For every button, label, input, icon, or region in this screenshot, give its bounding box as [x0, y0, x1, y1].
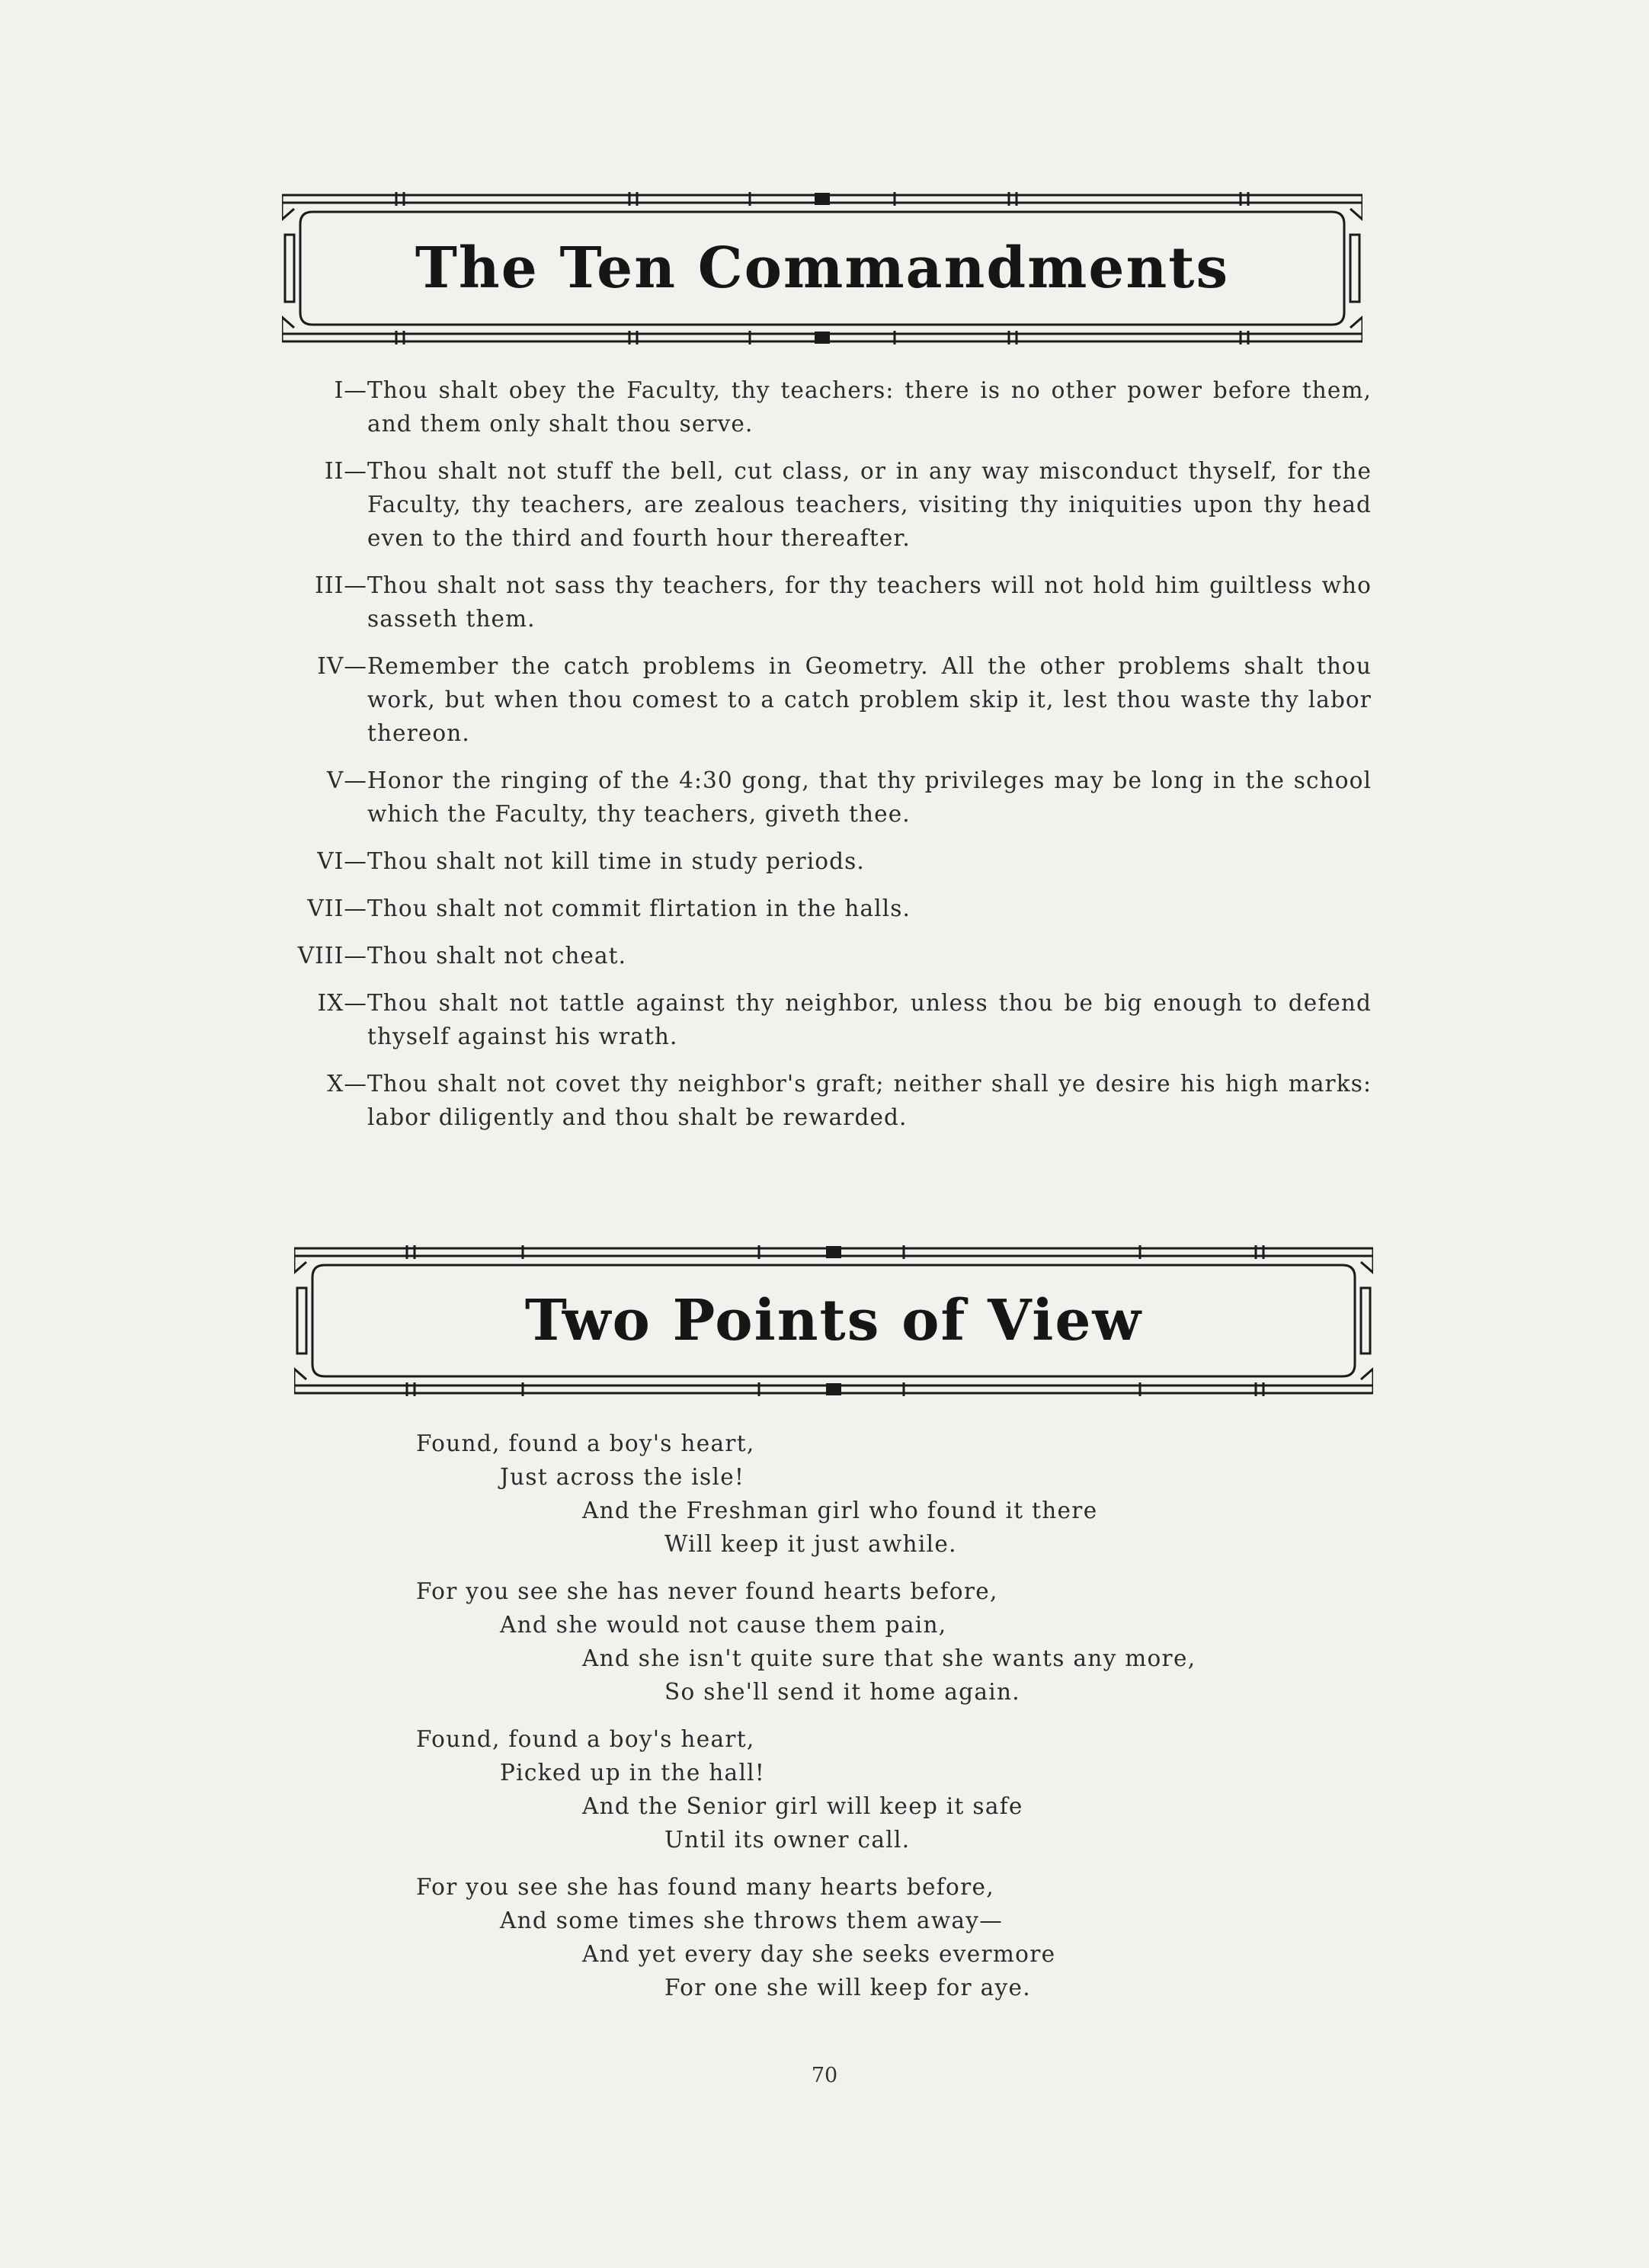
- commandment-item: [282, 454, 1372, 555]
- poem-line: For you see she has never found hearts before,: [416, 1578, 998, 1604]
- poem-line: For one she will keep for aye.: [664, 1975, 1031, 2001]
- commandment-item: [282, 892, 1372, 925]
- commandment-item: [282, 844, 1372, 878]
- poem-line: And yet every day she seeks evermore: [582, 1941, 1056, 1967]
- poem-line: Found, found a boy's heart,: [416, 1430, 755, 1456]
- poem-line: Until its owner call.: [664, 1827, 911, 1853]
- commandment-text: Remember the catch problems in Geometry. All the other problems shalt thou work, but when thou comest to a catch problem skip it, lest thou waste thy labor thereon.: [367, 653, 1372, 746]
- commandment-text: Thou shalt not kill time in study periods.: [367, 848, 865, 874]
- commandment-numeral: III—: [315, 572, 367, 598]
- poem-line: And she would not cause them pain,: [500, 1612, 947, 1638]
- section-title: Two Points of View: [524, 1288, 1143, 1353]
- poem-stanza: [416, 1427, 1330, 1561]
- commandment-numeral: VI—: [317, 848, 367, 874]
- commandment-numeral: II—: [324, 458, 367, 484]
- poem-stanza: [416, 1574, 1330, 1709]
- poem-line: Picked up in the hall!: [500, 1760, 766, 1786]
- commandment-text: Thou shalt not commit flirtation in the halls.: [367, 895, 911, 921]
- section-title: The Ten Commandments: [415, 235, 1230, 301]
- commandment-numeral: V—: [326, 767, 367, 793]
- poem: [416, 1427, 1330, 2018]
- poem-line: And some times she throws them away—: [500, 1908, 1004, 1933]
- page-number: 70: [811, 2064, 838, 2087]
- poem-line: For you see she has found many hearts before,: [416, 1874, 994, 1900]
- commandment-item: [282, 649, 1372, 750]
- poem-stanza: [416, 1870, 1330, 2004]
- poem-stanza: [416, 1722, 1330, 1856]
- commandment-text: Thou shalt not cheat.: [367, 943, 627, 969]
- poem-line: And the Freshman girl who found it there: [582, 1498, 1098, 1523]
- section-title-banner: [282, 189, 1362, 348]
- commandment-text: Thou shalt not stuff the bell, cut class, or in any way misconduct thyself, for the Faculty, thy teachers, are zealous teachers, visiting thy iniquities upon thy head even to the third and fourth hour thereafter.: [367, 458, 1372, 551]
- commandment-item: [282, 373, 1372, 440]
- poem-line: Will keep it just awhile.: [664, 1531, 957, 1557]
- commandment-item: [282, 569, 1372, 636]
- commandment-item: [282, 1067, 1372, 1134]
- commandment-numeral: VII—: [307, 895, 367, 921]
- section-title-banner: [294, 1242, 1373, 1399]
- commandment-item: [282, 986, 1372, 1053]
- poem-line: So she'll send it home again.: [664, 1679, 1020, 1705]
- commandment-text: Thou shalt not sass thy teachers, for thy teachers will not hold him guiltless who sasseth them.: [367, 572, 1372, 632]
- commandment-text: Thou shalt not tattle against thy neighbor, unless thou be big enough to defend thyself against his wrath.: [367, 990, 1372, 1049]
- commandment-numeral: X—: [327, 1071, 367, 1097]
- commandment-item: [282, 764, 1372, 831]
- commandment-numeral: VIII—: [297, 943, 367, 969]
- commandment-text: Thou shalt not covet thy neighbor's graft; neither shall ye desire his high marks: labor diligently and thou shalt be rewarded.: [367, 1071, 1372, 1130]
- commandment-item: [282, 939, 1372, 972]
- commandment-numeral: IX—: [317, 990, 367, 1016]
- poem-line: Just across the isle!: [500, 1464, 745, 1490]
- poem-line: And she isn't quite sure that she wants any more,: [582, 1645, 1196, 1671]
- commandment-text: Honor the ringing of the 4:30 gong, that thy privileges may be long in the school which the Faculty, thy teachers, giveth thee.: [367, 767, 1372, 827]
- poem-line: And the Senior girl will keep it safe: [582, 1793, 1023, 1819]
- commandment-text: Thou shalt obey the Faculty, thy teachers: there is no other power before them, and them only shalt thou serve.: [367, 377, 1372, 437]
- commandment-numeral: IV—: [317, 653, 367, 679]
- poem-line: Found, found a boy's heart,: [416, 1726, 755, 1752]
- commandments-list: [282, 373, 1372, 1148]
- commandment-numeral: I—: [334, 377, 367, 403]
